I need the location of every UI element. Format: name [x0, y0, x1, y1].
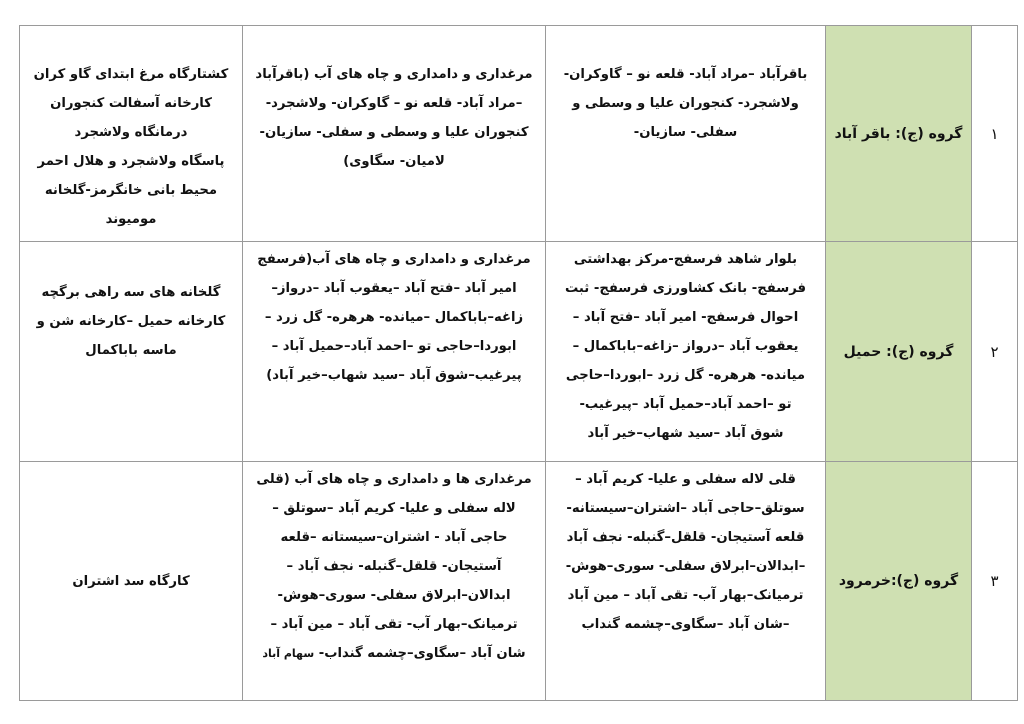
agriculture-cell	[243, 462, 546, 701]
text-line: ماسه باباکمال	[85, 343, 177, 358]
row-number: ۳	[972, 462, 1018, 701]
text-line: ترمیانک–بهار آب- تقی آباد – مین آباد –	[270, 617, 518, 632]
villages-cell	[546, 242, 826, 462]
text-line: سوتلق–حاجی آباد –اشتران–سیستانه-	[566, 501, 805, 516]
text-line: یعقوب آباد –درواز –زاغه–باباکمال –	[572, 339, 799, 354]
text-line: پیرغیب–شوق آباد –سید شهاب–خیر آباد)	[266, 368, 522, 383]
text-line: ترمیانک–بهار آب- تقی آباد – مین آباد	[567, 588, 804, 603]
text-line: ابدالان–ابرلاق سفلی- سوری–هوش-	[277, 588, 511, 603]
service-groups-table	[19, 25, 1018, 701]
text-line	[251, 639, 537, 668]
text-line: احوال فرسفج- امیر آباد –فتح آباد –	[572, 310, 799, 325]
text-line: شوق آباد –سید شهاب–خیر آباد	[587, 426, 784, 441]
text-line: قلی لاله سفلی و علیا- کریم آباد –	[575, 472, 796, 487]
text-line: سفلی- سازیان-	[633, 125, 738, 140]
text-line: فرسفج- بانک کشاورزی فرسفج- ثبت	[564, 281, 807, 296]
industry-cell	[20, 26, 243, 242]
text-line: لامیان- سگاوی)	[343, 154, 445, 169]
group-name: گروه (ج):خرمرود	[826, 462, 972, 701]
text-line: پاسگاه ولاشجرد و هلال احمر	[37, 154, 225, 169]
villages-cell	[546, 462, 826, 701]
text-line: امیر آباد –فتح آباد –یعقوب آباد –درواز–	[271, 281, 517, 296]
text-line-main: شان آباد –سگاوی–چشمه گنداب-	[318, 646, 526, 661]
text-line: ابوردا–حاجی تو –احمد آباد–حمیل آباد –	[271, 339, 517, 354]
text-line: کشتارگاه مرغ ابتدای گاو کران	[33, 67, 229, 82]
text-line: حاجی آباد - اشتران–سیستانه –قلعه	[280, 530, 508, 545]
table-row	[20, 242, 1018, 462]
table-row	[20, 26, 1018, 242]
text-line: قلعه آستیجان- قلقل–گنبله- نجف آباد	[566, 530, 805, 545]
text-line: کنجوران علیا و وسطی و سفلی- سازیان-	[259, 125, 529, 140]
text-line: مرغداری و دامداری و چاه های آب(فرسفج	[257, 252, 531, 267]
text-line: کارخانه حمیل –کارخانه شن و	[36, 314, 226, 329]
text-line: زاغه–باباکمال –میانده- هرهره- گل زرد –	[264, 310, 524, 325]
text-line: مومیوند	[105, 212, 157, 227]
text-line: بلوار شاهد فرسفج-مرکز بهداشتی	[573, 252, 798, 267]
text-line: میانده- هرهره- گل زرد –ابوردا–حاجی	[565, 368, 806, 383]
row-number: ۲	[972, 242, 1018, 462]
villages-cell	[546, 26, 826, 242]
group-name: گروه (ج): باقر آباد	[826, 26, 972, 242]
row-number: ۱	[972, 26, 1018, 242]
text-line: –ابدالان–ابرلاق سفلی- سوری–هوش-	[565, 559, 806, 574]
table-row	[20, 462, 1018, 701]
text-line: –شان آباد –سگاوی–چشمه گنداب	[581, 617, 790, 632]
text-line: –مراد آباد- قلعه نو – گاوکران- ولاشجرد-	[265, 96, 523, 111]
text-line-small: سهام آباد	[262, 647, 315, 660]
text-line: کارخانه آسفالت کنجوران	[50, 96, 212, 111]
text-line: تو –احمد آباد–حمیل آباد –پیرغیب-	[579, 397, 792, 412]
text-line: آستیجان- قلقل–گنبله- نجف آباد –	[286, 559, 502, 574]
text-line: مرغداری و دامداری و چاه های آب (باقرآباد	[255, 67, 533, 82]
text-line: باقرآباد –مراد آباد- قلعه نو – گاوکران-	[563, 67, 808, 82]
agriculture-cell	[243, 26, 546, 242]
text-line: محیط بانی خانگرمز-گلخانه	[44, 183, 218, 198]
text-line: کارگاه سد اشتران	[72, 574, 190, 589]
text-line: مرغداری ها و دامداری و چاه های آب (قلی	[256, 472, 532, 487]
text-line: درمانگاه ولاشجرد	[74, 125, 188, 140]
text-line: گلخانه های سه راهی برگچه	[41, 285, 221, 300]
group-name: گروه (ج): حمیل	[826, 242, 972, 462]
industry-cell	[20, 462, 243, 701]
agriculture-cell	[243, 242, 546, 462]
text-line: ولاشجرد- کنجوران علیا و وسطی و	[572, 96, 799, 111]
industry-cell	[20, 242, 243, 462]
text-line: لاله سفلی و علیا- کریم آباد –سوتلق –	[272, 501, 516, 516]
